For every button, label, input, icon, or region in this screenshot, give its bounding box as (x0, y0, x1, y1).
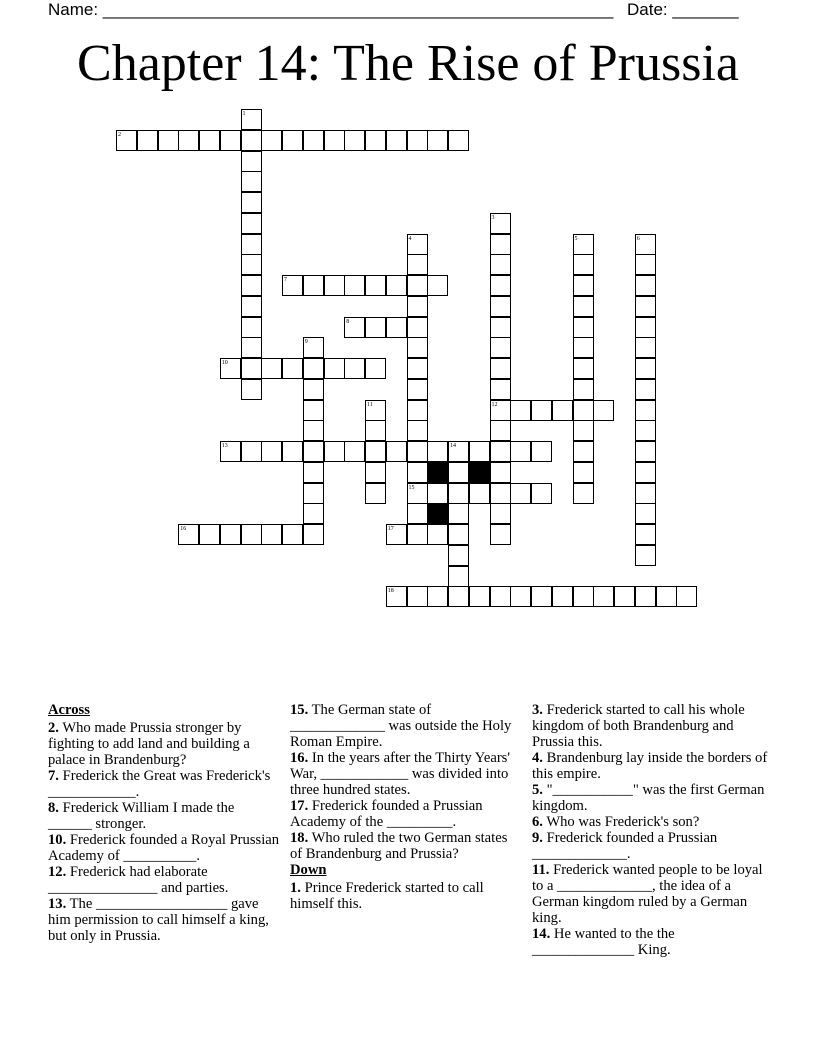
answer-square[interactable] (365, 358, 386, 379)
answer-square[interactable] (448, 524, 469, 545)
clue-number-15: 15 (408, 484, 415, 491)
answer-square[interactable] (490, 420, 511, 441)
answer-square[interactable] (593, 586, 614, 607)
answer-square[interactable] (448, 586, 469, 607)
answer-square[interactable] (303, 130, 324, 151)
answer-square[interactable] (490, 483, 511, 504)
clue-down-9: 9. Frederick founded a Prussian _____________. (532, 830, 718, 862)
clue-down-14: 14. He wanted to the the ______________ King. (532, 926, 675, 958)
answer-square[interactable] (303, 483, 324, 504)
answer-square[interactable] (365, 441, 386, 462)
answer-square[interactable] (178, 130, 199, 151)
answer-square[interactable] (178, 524, 199, 545)
answer-square[interactable] (303, 524, 324, 545)
answer-square[interactable] (241, 151, 262, 172)
clues-column-2 (290, 702, 522, 912)
answer-square[interactable] (158, 130, 179, 151)
answer-square[interactable] (635, 483, 656, 504)
clue-number-11: 11 (367, 401, 373, 408)
answer-square[interactable] (261, 441, 282, 462)
answer-square[interactable] (407, 130, 428, 151)
answer-square[interactable] (469, 586, 490, 607)
answer-square[interactable] (510, 400, 531, 421)
answer-square[interactable] (303, 337, 324, 358)
answer-square[interactable] (282, 130, 303, 151)
answer-square[interactable] (241, 213, 262, 234)
clue-number-10: 10 (221, 360, 228, 366)
answer-square[interactable] (303, 275, 324, 296)
answer-square[interactable] (365, 483, 386, 504)
answer-square[interactable] (241, 234, 262, 255)
answer-square[interactable] (531, 586, 552, 607)
answer-square[interactable] (573, 296, 594, 317)
answer-square[interactable] (407, 462, 428, 483)
answer-square[interactable] (448, 462, 469, 483)
black-square (427, 462, 448, 483)
answer-square[interactable] (490, 379, 511, 400)
clue-number-8: 8 (346, 318, 350, 325)
answer-square[interactable] (220, 524, 241, 545)
answer-square[interactable] (635, 317, 656, 338)
date-field[interactable]: Date: _______ (627, 0, 739, 19)
answer-square[interactable] (365, 275, 386, 296)
answer-square[interactable] (635, 337, 656, 358)
answer-square[interactable] (635, 545, 656, 566)
clue-across-8: 8. Frederick William I made the ______ stronger. (48, 800, 235, 832)
answer-square[interactable] (635, 503, 656, 524)
answer-square[interactable] (241, 337, 262, 358)
answer-square[interactable] (448, 130, 469, 151)
answer-square[interactable] (407, 275, 428, 296)
answer-square[interactable] (386, 524, 407, 545)
answer-square[interactable] (490, 337, 511, 358)
clue-across-12: 12. Frederick had elaborate _______________ and parties. (48, 864, 229, 896)
answer-square[interactable] (490, 296, 511, 317)
answer-square[interactable] (282, 524, 303, 545)
answer-square[interactable] (573, 358, 594, 379)
answer-square[interactable] (427, 275, 448, 296)
answer-square[interactable] (635, 296, 656, 317)
answer-square[interactable] (241, 296, 262, 317)
answer-square[interactable] (490, 586, 511, 607)
answer-square[interactable] (407, 317, 428, 338)
answer-square[interactable] (407, 524, 428, 545)
answer-square[interactable] (490, 317, 511, 338)
answer-square[interactable] (407, 441, 428, 462)
answer-square[interactable] (407, 379, 428, 400)
answer-square[interactable] (324, 441, 345, 462)
answer-square[interactable] (303, 400, 324, 421)
answer-square[interactable] (241, 524, 262, 545)
answer-square[interactable] (427, 524, 448, 545)
answer-square[interactable] (490, 503, 511, 524)
answer-square[interactable] (573, 483, 594, 504)
answer-square[interactable] (573, 441, 594, 462)
answer-square[interactable] (344, 275, 365, 296)
answer-square[interactable] (469, 441, 490, 462)
answer-square[interactable] (490, 213, 511, 234)
answer-square[interactable] (407, 358, 428, 379)
answer-square[interactable] (490, 400, 511, 421)
clue-number-18: 18 (387, 588, 394, 595)
clue-across-2: 2. Who made Prussia stronger by fighting to add land and building a palace in Brandenburg? (48, 720, 250, 768)
answer-square[interactable] (241, 358, 262, 379)
clue-across-16: 16. In the years after the Thirty Years' War, ____________ was divided into three hundred states. (290, 750, 510, 798)
answer-square[interactable] (573, 420, 594, 441)
clue-down-11: 11. Frederick wanted people to be loyal to a _____________, the idea of a German kingdom ruled by a German king. (532, 862, 763, 926)
answer-square[interactable] (573, 379, 594, 400)
answer-square[interactable] (241, 379, 262, 400)
answer-square[interactable] (324, 358, 345, 379)
answer-square[interactable] (635, 420, 656, 441)
answer-square[interactable] (573, 400, 594, 421)
answer-square[interactable] (407, 586, 428, 607)
answer-square[interactable] (303, 379, 324, 400)
answer-square[interactable] (220, 130, 241, 151)
answer-square[interactable] (573, 254, 594, 275)
answer-square[interactable] (407, 296, 428, 317)
answer-square[interactable] (241, 109, 262, 130)
clue-number-12: 12 (491, 401, 498, 408)
clue-across-15: 15. The German state of _____________ was outside the Holy Roman Empire. (290, 702, 512, 750)
answer-square[interactable] (490, 462, 511, 483)
answer-square[interactable] (407, 234, 428, 255)
answer-square[interactable] (365, 130, 386, 151)
answer-square[interactable] (241, 441, 262, 462)
answer-square[interactable] (365, 317, 386, 338)
answer-square[interactable] (635, 275, 656, 296)
answer-square[interactable] (344, 441, 365, 462)
answer-square[interactable] (573, 337, 594, 358)
answer-square[interactable] (344, 358, 365, 379)
answer-square[interactable] (573, 234, 594, 255)
answer-square[interactable] (116, 130, 137, 151)
answer-square[interactable] (303, 358, 324, 379)
answer-square[interactable] (386, 275, 407, 296)
clue-number-4: 4 (408, 235, 412, 242)
answer-square[interactable] (241, 192, 262, 213)
clue-number-17: 17 (387, 526, 394, 532)
clues-column-1 (48, 702, 280, 944)
answer-square[interactable] (635, 400, 656, 421)
answer-square[interactable] (241, 130, 262, 151)
answer-square[interactable] (614, 586, 635, 607)
answer-square[interactable] (303, 503, 324, 524)
page-title: Chapter 14: The Rise of Prussia (77, 35, 739, 92)
answer-square[interactable] (635, 234, 656, 255)
clue-number-6: 6 (636, 235, 640, 242)
answer-square[interactable] (427, 586, 448, 607)
answer-square[interactable] (490, 275, 511, 296)
clue-number-7: 7 (284, 277, 287, 283)
answer-square[interactable] (531, 441, 552, 462)
clue-number-13: 13 (221, 443, 228, 449)
answer-square[interactable] (407, 483, 428, 504)
answer-square[interactable] (261, 130, 282, 151)
answer-square[interactable] (573, 586, 594, 607)
answer-square[interactable] (324, 275, 345, 296)
answer-square[interactable] (510, 586, 531, 607)
answer-square[interactable] (344, 317, 365, 338)
answer-square[interactable] (365, 462, 386, 483)
black-square (427, 503, 448, 524)
answer-square[interactable] (635, 379, 656, 400)
answer-square[interactable] (261, 358, 282, 379)
answer-square[interactable] (365, 400, 386, 421)
answer-square[interactable] (635, 254, 656, 275)
answer-square[interactable] (220, 358, 241, 379)
answer-square[interactable] (241, 171, 262, 192)
answer-square[interactable] (241, 254, 262, 275)
answer-square[interactable] (303, 462, 324, 483)
answer-square[interactable] (427, 130, 448, 151)
answer-square[interactable] (365, 420, 386, 441)
clue-down-1: 1. Prince Frederick started to call himself this. (290, 880, 484, 912)
clue-across-7: 7. Frederick the Great was Frederick's ____________. (48, 768, 271, 800)
answer-square[interactable] (469, 483, 490, 504)
answer-square[interactable] (656, 586, 677, 607)
answer-square[interactable] (448, 441, 469, 462)
answer-square[interactable] (282, 441, 303, 462)
answer-square[interactable] (448, 483, 469, 504)
answer-square[interactable] (386, 441, 407, 462)
clue-number-5: 5 (574, 235, 578, 242)
answer-square[interactable] (531, 483, 552, 504)
answer-square[interactable] (137, 130, 158, 151)
clue-down-5: 5. "___________" was the first German kingdom. (532, 782, 765, 814)
clue-across-17: 17. Frederick founded a Prussian Academy of the _________. (290, 798, 483, 830)
answer-square[interactable] (490, 254, 511, 275)
answer-square[interactable] (407, 400, 428, 421)
clue-number-14: 14 (450, 443, 456, 449)
answer-square[interactable] (448, 545, 469, 566)
answer-square[interactable] (635, 524, 656, 545)
answer-square[interactable] (344, 130, 365, 151)
across-heading: Across (48, 702, 90, 718)
clue-across-10: 10. Frederick founded a Royal Prussian Academy of __________. (48, 832, 280, 864)
answer-square[interactable] (635, 586, 656, 607)
black-square (469, 462, 490, 483)
answer-square[interactable] (324, 130, 345, 151)
answer-square[interactable] (282, 358, 303, 379)
answer-square[interactable] (199, 524, 220, 545)
name-field[interactable]: Name: ______________________________________________________ (48, 0, 614, 19)
answer-square[interactable] (490, 441, 511, 462)
answer-square[interactable] (552, 400, 573, 421)
answer-square[interactable] (531, 400, 552, 421)
answer-square[interactable] (448, 503, 469, 524)
clue-number-2: 2 (118, 131, 121, 138)
answer-square[interactable] (573, 462, 594, 483)
answer-square[interactable] (552, 586, 573, 607)
answer-square[interactable] (427, 483, 448, 504)
answer-square[interactable] (386, 130, 407, 151)
clue-down-4: 4. Brandenburg lay inside the borders of this empire. (532, 750, 768, 782)
down-heading: Down (290, 862, 327, 878)
answer-square[interactable] (573, 317, 594, 338)
clues-column-3 (532, 702, 768, 958)
answer-square[interactable] (490, 524, 511, 545)
clue-down-3: 3. Frederick started to call his whole kingdom of both Brandenburg and Prussia this. (532, 702, 745, 750)
answer-square[interactable] (635, 441, 656, 462)
answer-square[interactable] (282, 275, 303, 296)
answer-square[interactable] (220, 441, 241, 462)
answer-square[interactable] (573, 275, 594, 296)
answer-square[interactable] (676, 586, 697, 607)
clue-number-1: 1 (242, 111, 246, 117)
clue-down-6: 6. Who was Frederick's son? (532, 814, 700, 830)
answer-square[interactable] (303, 441, 324, 462)
answer-square[interactable] (386, 586, 407, 607)
answer-square[interactable] (448, 566, 469, 587)
answer-square[interactable] (303, 420, 324, 441)
answer-square[interactable] (427, 441, 448, 462)
answer-square[interactable] (261, 524, 282, 545)
answer-square[interactable] (593, 400, 614, 421)
answer-square[interactable] (199, 130, 220, 151)
answer-square[interactable] (386, 317, 407, 338)
clue-across-18: 18. Who ruled the two German states of Brandenburg and Prussia? (290, 830, 508, 862)
answer-square[interactable] (635, 358, 656, 379)
clue-number-3: 3 (491, 214, 495, 221)
clue-number-9: 9 (304, 339, 308, 346)
answer-square[interactable] (407, 503, 428, 524)
answer-square[interactable] (241, 317, 262, 338)
answer-square[interactable] (635, 462, 656, 483)
clue-across-13: 13. The __________________ gave him permission to call himself a king, but only in Prussia. (48, 896, 269, 944)
answer-square[interactable] (510, 483, 531, 504)
answer-square[interactable] (490, 358, 511, 379)
clue-number-16: 16 (180, 526, 187, 532)
answer-square[interactable] (407, 337, 428, 358)
answer-square[interactable] (407, 254, 428, 275)
answer-square[interactable] (407, 420, 428, 441)
answer-square[interactable] (241, 275, 262, 296)
answer-square[interactable] (490, 234, 511, 255)
answer-square[interactable] (510, 441, 531, 462)
